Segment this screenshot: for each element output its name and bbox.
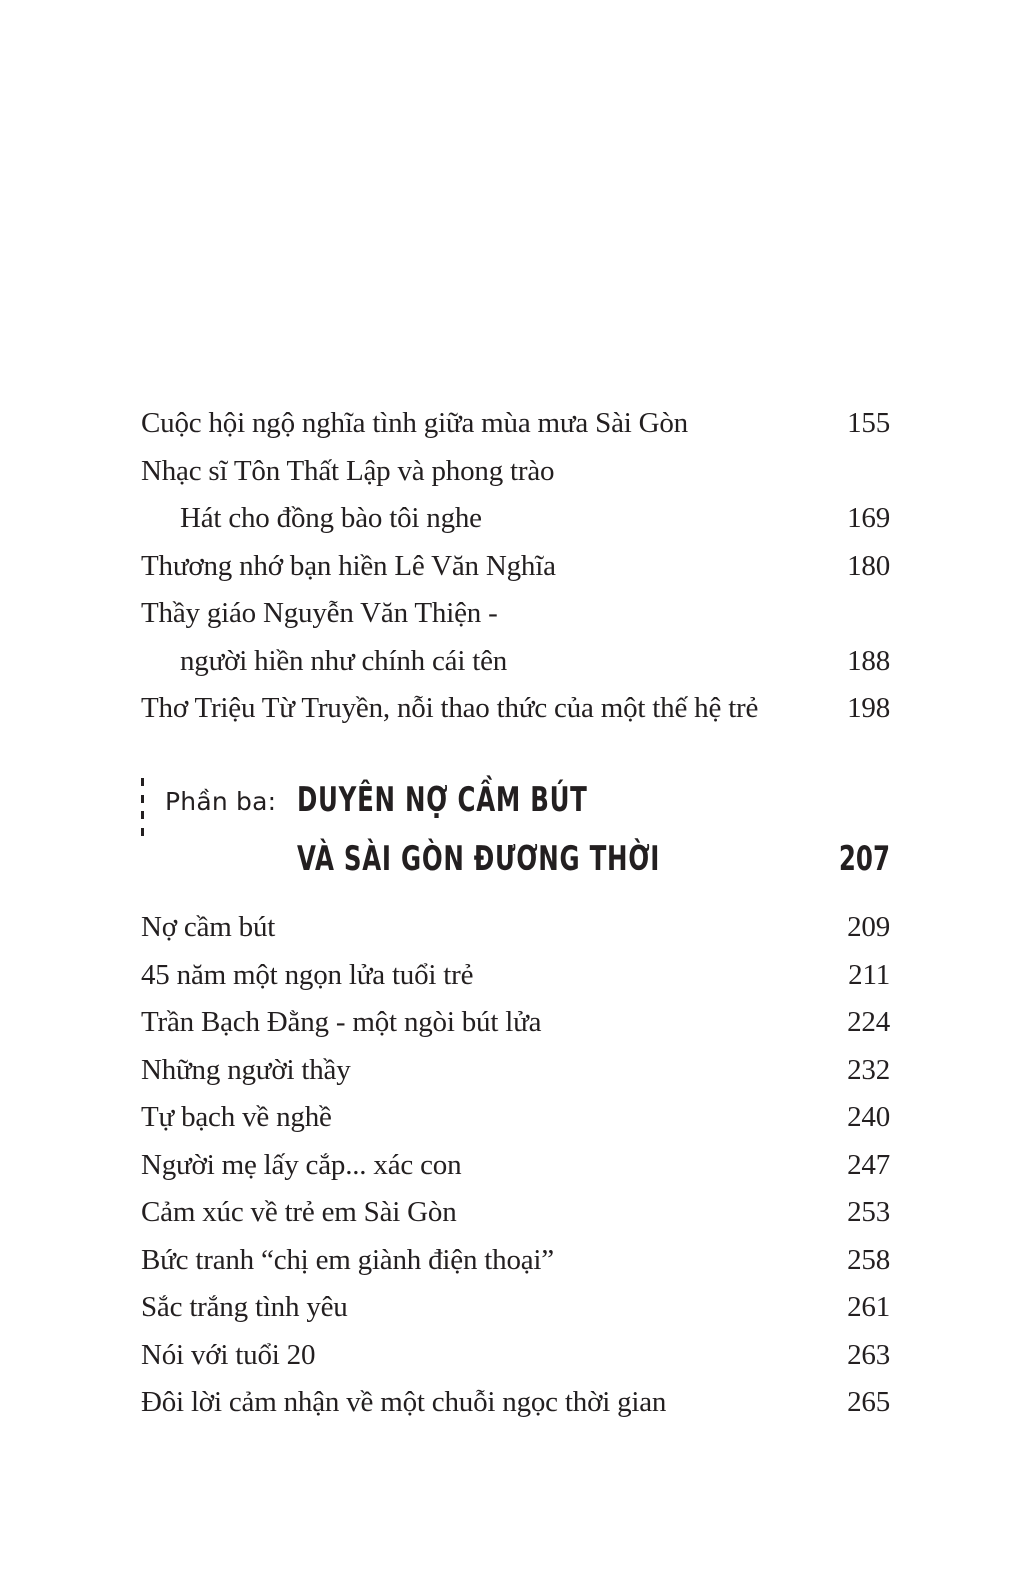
toc-entry[interactable] — [141, 543, 890, 591]
toc-entry[interactable] — [141, 1237, 890, 1285]
toc-entry[interactable] — [141, 1047, 890, 1095]
toc-entry-title-continuation: người hiền như chính cái tên — [180, 644, 508, 677]
toc-entry-title: Đôi lời cảm nhận về một chuỗi ngọc thời gian — [141, 1386, 667, 1418]
toc-entry-page: 209 — [847, 911, 890, 943]
toc-entry[interactable] — [141, 1284, 890, 1332]
toc-entry-title: Cảm xúc về trẻ em Sài Gòn — [141, 1196, 457, 1228]
toc-entry[interactable] — [141, 1332, 890, 1380]
toc-entry-title: Sắc trắng tình yêu — [141, 1291, 348, 1323]
toc-entry-title: Nhạc sĩ Tôn Thất Lập và phong trào — [141, 454, 555, 487]
toc-entry-page: 198 — [847, 692, 890, 724]
toc-entry-page: 180 — [847, 549, 890, 582]
toc-entry-title: Thương nhớ bạn hiền Lê Văn Nghĩa — [141, 549, 556, 582]
toc-entry-title: Những người thầy — [141, 1053, 351, 1086]
toc-entry-page: 188 — [847, 644, 890, 677]
toc-entry[interactable] — [141, 1094, 890, 1142]
toc-entry-page: 261 — [847, 1291, 890, 1323]
toc-entry-page: 253 — [847, 1196, 890, 1228]
toc-entry-page: 224 — [847, 1006, 890, 1038]
toc-entry-title: Tự bạch về nghề — [141, 1101, 332, 1133]
toc-entry[interactable] — [141, 1189, 890, 1237]
toc-entry-page: 169 — [847, 502, 890, 534]
toc-entry[interactable] — [141, 904, 890, 952]
toc-entry[interactable] — [141, 1142, 890, 1190]
toc-entry-title: Thầy giáo Nguyễn Văn Thiện - — [141, 597, 498, 629]
toc-entry[interactable] — [141, 952, 890, 1000]
toc-entry-title: Thơ Triệu Từ Truyền, nỗi thao thức của một thế hệ trẻ — [141, 692, 759, 724]
toc-entry[interactable] — [141, 1379, 890, 1427]
toc-entry-title: Nói với tuổi 20 — [141, 1338, 316, 1371]
dashed-line-marker-icon — [141, 778, 145, 836]
section-title-line-1: DUYÊN NỢ CẦM BÚT — [297, 780, 588, 820]
section-title-line-2: VÀ SÀI GÒN ĐƯƠNG THỜI — [297, 839, 661, 879]
toc-entry[interactable] — [141, 999, 890, 1047]
toc-entry-title: 45 năm một ngọn lửa tuổi trẻ — [141, 958, 474, 991]
toc-entry-title: Trần Bạch Đằng - một ngòi bút lửa — [141, 1006, 542, 1038]
section-label: Phần ba: — [165, 787, 277, 816]
toc-entry-title: Cuộc hội ngộ nghĩa tình giữa mùa mưa Sài Gòn — [141, 407, 688, 439]
toc-list-part-two — [141, 400, 890, 733]
toc-entry[interactable] — [141, 448, 890, 543]
toc-entry-page: 240 — [847, 1101, 890, 1133]
toc-entry-page: 265 — [847, 1386, 890, 1418]
toc-entry-page: 211 — [848, 958, 890, 991]
toc-entry[interactable] — [141, 685, 890, 733]
toc-entry[interactable] — [141, 590, 890, 685]
toc-entry-title-continuation: Hát cho đồng bào tôi nghe — [180, 502, 482, 534]
toc-entry-page: 247 — [847, 1148, 890, 1181]
toc-entry-title: Người mẹ lấy cắp... xác con — [141, 1148, 462, 1181]
toc-entry-page: 155 — [847, 407, 890, 439]
toc-entry-page: 263 — [847, 1338, 890, 1371]
section-page-number: 207 — [838, 839, 890, 879]
toc-entry-title: Bức tranh “chị em giành điện thoại” — [141, 1243, 554, 1276]
toc-entry[interactable] — [141, 400, 890, 448]
toc-list-part-three — [141, 904, 890, 1427]
toc-entry-title: Nợ cầm bút — [141, 911, 276, 943]
section-header-part-three[interactable] — [141, 776, 890, 886]
toc-entry-page: 232 — [847, 1053, 890, 1086]
toc-entry-page: 258 — [847, 1243, 890, 1276]
